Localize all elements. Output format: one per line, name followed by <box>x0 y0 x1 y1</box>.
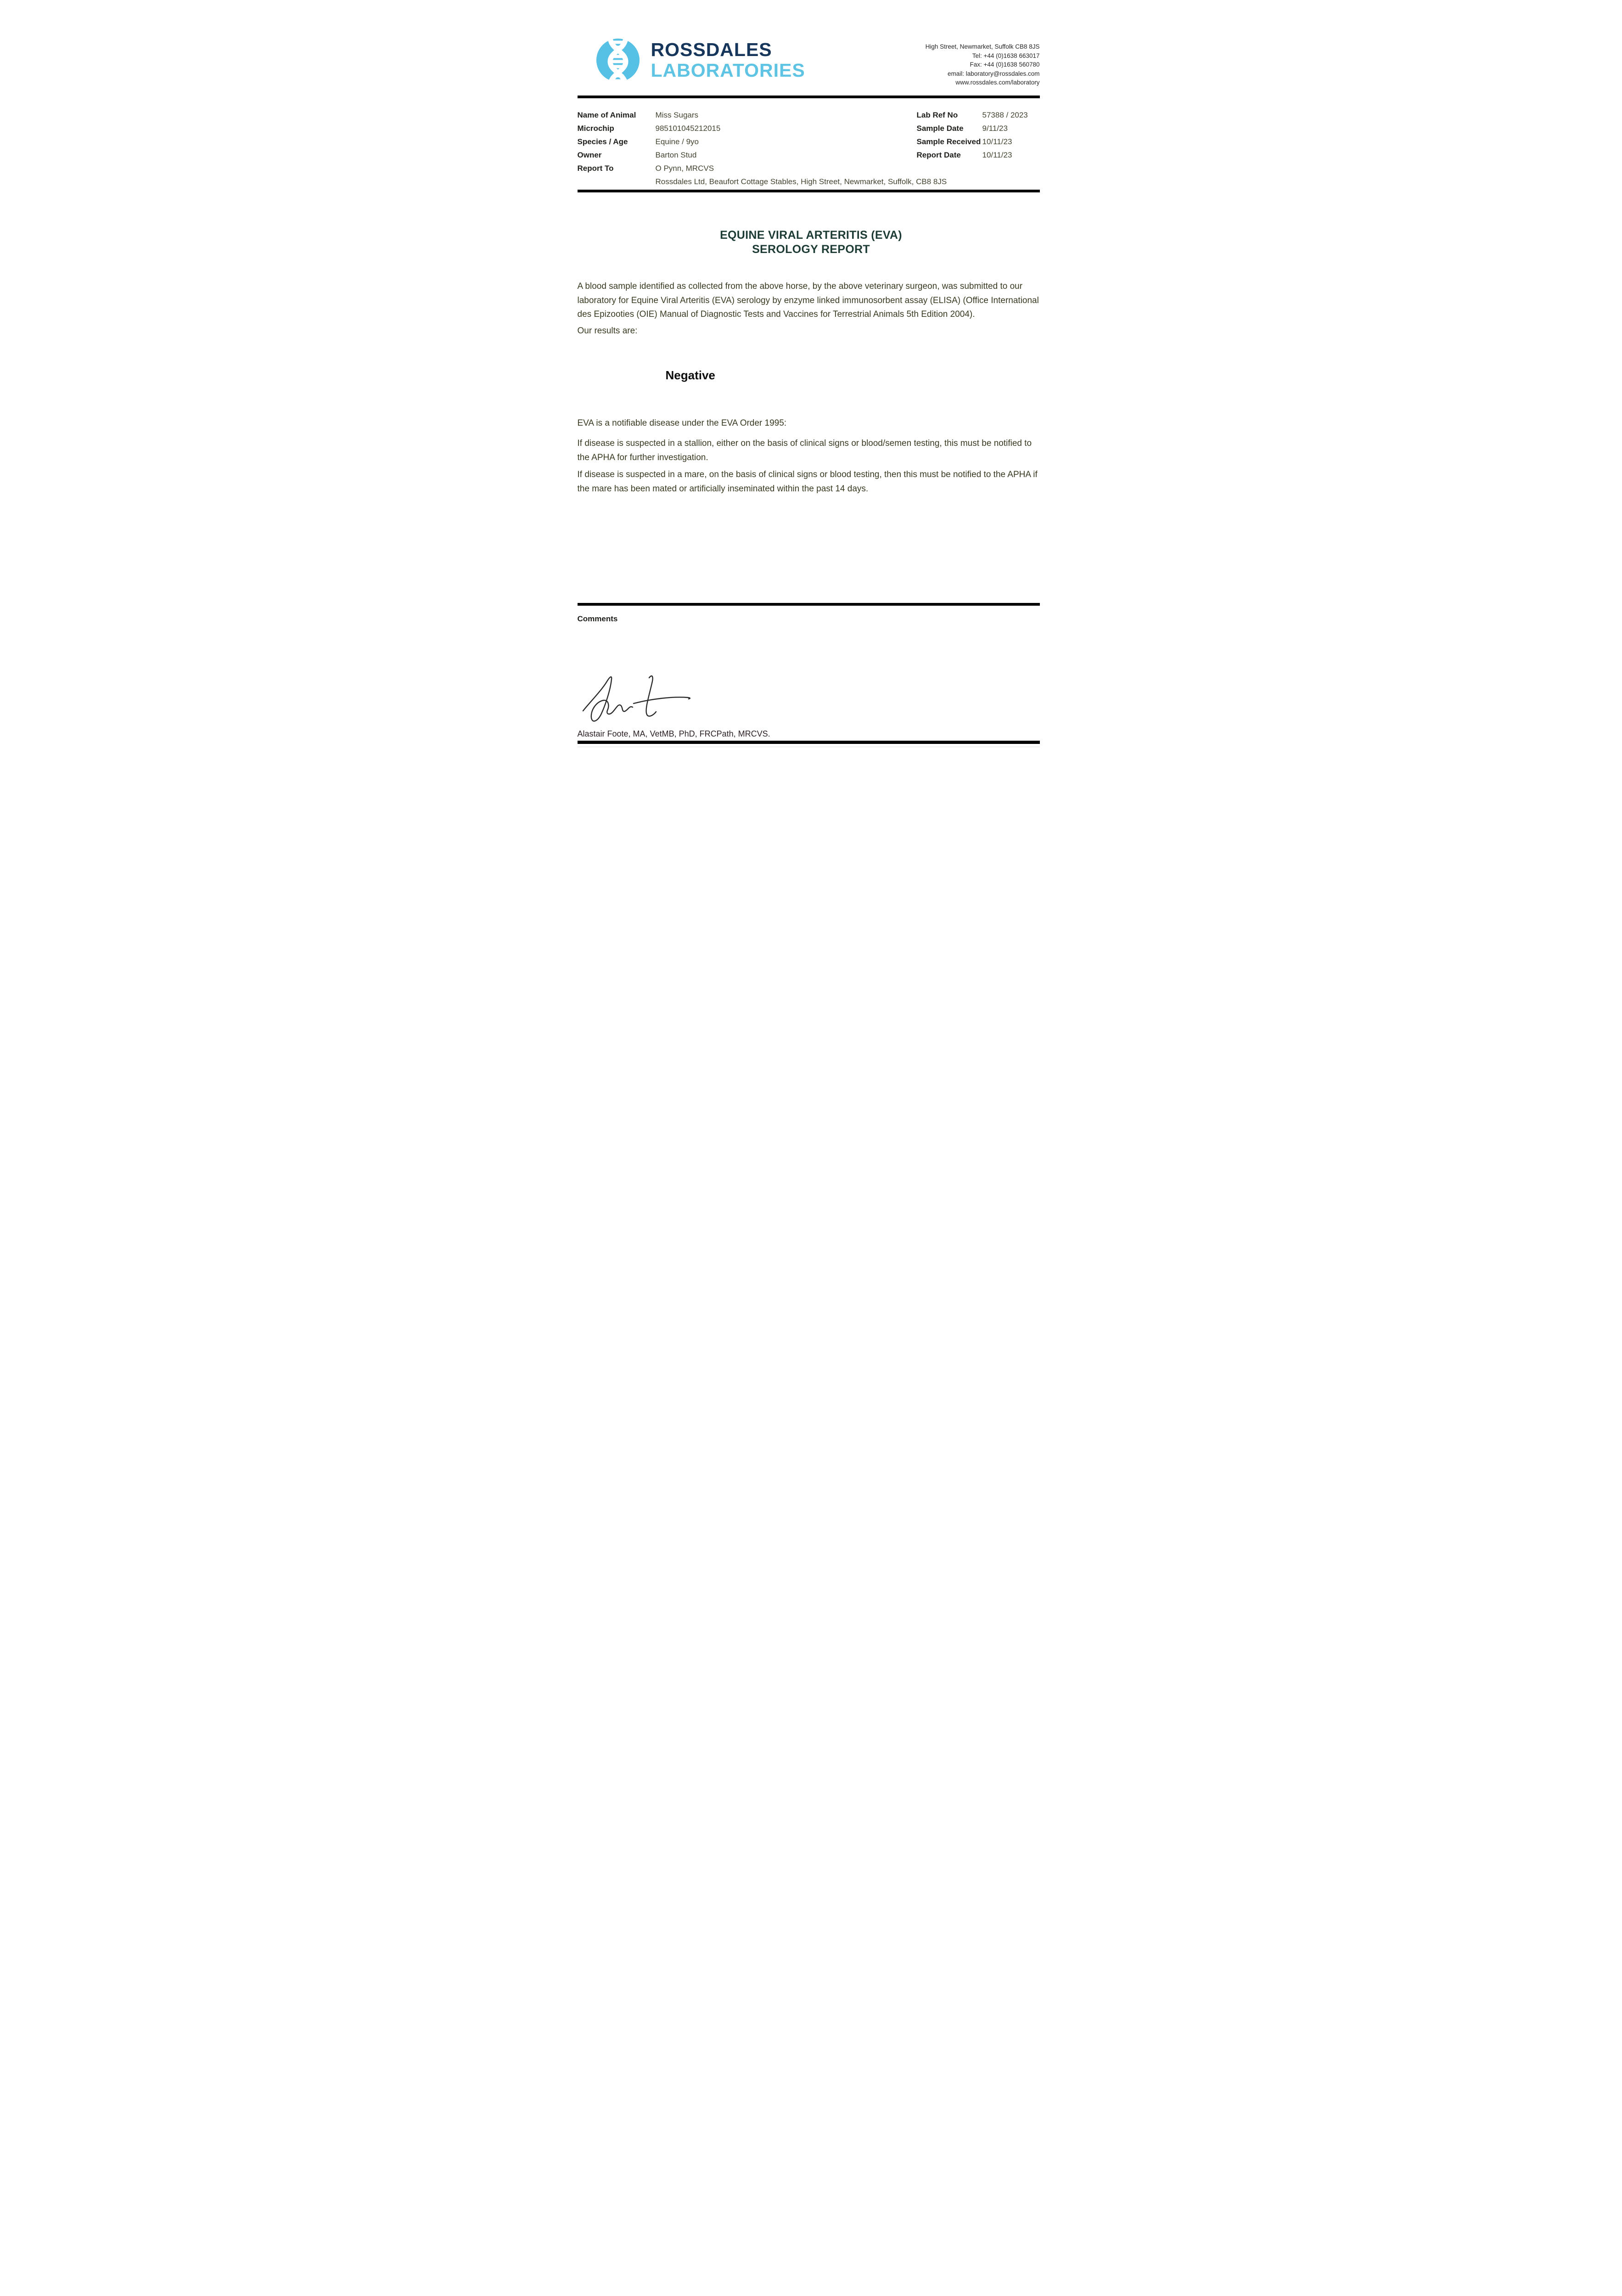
info-row <box>578 137 1040 151</box>
logo <box>651 40 805 80</box>
report-page <box>541 0 1082 765</box>
contact-address: High Street, Newmarket, Suffolk CB8 8JS <box>925 43 1040 50</box>
contact-block <box>926 42 1040 87</box>
info-divider <box>578 190 1040 192</box>
notifiable-line: EVA is a notifiable disease under the EVA Order 1995: <box>577 418 787 428</box>
info-label: Name of Animal <box>577 111 636 119</box>
comments-divider <box>578 603 1040 606</box>
info-label: Microchip <box>577 124 614 133</box>
info-label: Report Date <box>916 151 961 159</box>
signatory-name: Alastair Foote, MA, VetMB, PhD, FRCPath, MRCVS. <box>577 729 770 738</box>
info-label: Sample Date <box>916 124 964 133</box>
results-lead: Our results are: <box>577 326 638 336</box>
mare-paragraph: If disease is suspected in a mare, on the basis of clinical signs or blood testing, then this must be notified to the APHA if the mare has been mated or artificially inseminated within the past 14 days. <box>577 470 1038 494</box>
dna-logo-icon <box>595 36 641 87</box>
info-value: 10/11/23 <box>982 137 1012 146</box>
info-row <box>578 111 1040 124</box>
info-row <box>578 164 1040 177</box>
info-value: Equine / 9yo <box>655 137 699 146</box>
contact-tel: Tel: +44 (0)1638 663017 <box>972 52 1040 59</box>
brand-laboratories: LABORATORIES <box>651 60 805 81</box>
info-value: 985101045212015 <box>655 124 721 133</box>
info-label: Owner <box>577 151 602 159</box>
page-title-line1: EQUINE VIRAL ARTERITIS (EVA) <box>720 229 902 242</box>
result-value: Negative <box>665 368 715 382</box>
info-label: Lab Ref No <box>916 111 958 119</box>
page-title <box>541 228 1082 257</box>
info-row <box>578 151 1040 164</box>
info-label: Report To <box>577 164 614 173</box>
page-title-line2: SEROLOGY REPORT <box>752 243 870 256</box>
contact-website: www.rossdales.com/laboratory <box>955 79 1040 86</box>
contact-fax: Fax: +44 (0)1638 560780 <box>970 61 1040 68</box>
comments-heading: Comments <box>577 614 618 623</box>
intro-paragraph: A blood sample identified as collected from the above horse, by the above veterinary surgeon, was submitted to our laboratory for Equine Viral Arteritis (EVA) serology by enzyme linked immunosorbent assay (ELISA) (Office International des Epizooties (OIE) Manual of Diagnostic Tests and Vaccines for Terrestrial Animals 5th Edition 2004). <box>577 281 1039 319</box>
info-label: Species / Age <box>577 137 628 146</box>
contact-email: email: laboratory@rossdales.com <box>947 70 1040 77</box>
info-row <box>578 124 1040 137</box>
stallion-paragraph: If disease is suspected in a stallion, either on the basis of clinical signs or blood/semen testing, this must be notified to the APHA for further investigation. <box>577 439 1032 462</box>
info-label: Sample Received <box>916 137 981 146</box>
brand-rossdales: ROSSDALES <box>651 39 772 60</box>
info-row <box>578 177 1040 191</box>
footer-bar <box>578 741 1040 744</box>
signature-image <box>579 673 695 728</box>
report-to-address: Rossdales Ltd, Beaufort Cottage Stables, High Street, Newmarket, Suffolk, CB8 8JS <box>655 177 947 186</box>
info-value: 9/11/23 <box>982 124 1008 133</box>
info-table <box>578 111 1040 191</box>
info-value: 57388 / 2023 <box>982 111 1028 119</box>
info-value: 10/11/23 <box>982 151 1012 159</box>
info-value: Barton Stud <box>655 151 697 159</box>
header-divider <box>578 96 1040 98</box>
info-value: Miss Sugars <box>655 111 699 119</box>
info-value: O Pynn, MRCVS <box>655 164 714 173</box>
